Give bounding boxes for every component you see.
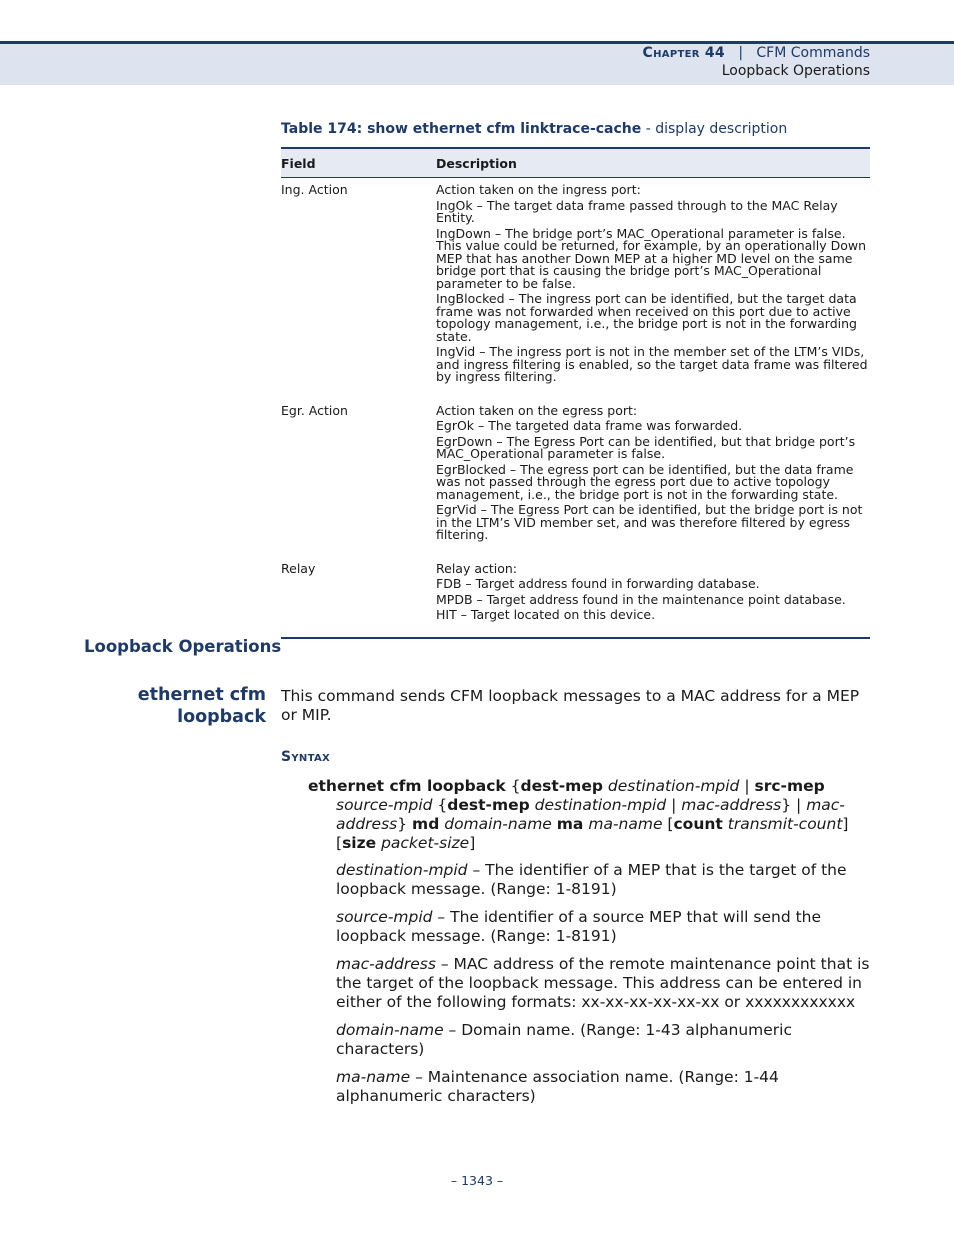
- table-caption-title: Table 174: show ethernet cfm linktrace-cache: [281, 121, 642, 137]
- table-cell-description: [436, 182, 870, 387]
- parameter-description: – The identifier of a source MEP that will send the loopback message. (Range: 1-8191): [336, 908, 822, 945]
- command-heading-line: loopback: [177, 707, 266, 727]
- parameter-description: – MAC address of the remote maintenance point that is the target of the loopback message. This address can be entered in either of the following formats: xx-xx-xx-xx-xx-xx or xxxxxxxxxxxx: [336, 955, 870, 1011]
- syntax-argument: packet-size: [381, 834, 470, 852]
- parameter-name: domain-name: [336, 1021, 444, 1039]
- syntax-keyword: src-mep: [754, 777, 825, 795]
- description-line: Action taken on the ingress port:: [436, 182, 641, 197]
- table-header-row: [281, 149, 870, 178]
- parameter-item: [336, 1068, 870, 1106]
- description-table: [281, 147, 870, 639]
- syntax-punctuation: }: [397, 815, 413, 833]
- syntax-keyword: ethernet cfm loopback: [308, 777, 506, 795]
- syntax-keyword: size: [342, 834, 377, 852]
- parameter-item: [336, 1021, 870, 1059]
- description-line: IngBlocked – The ingress port can be identified, but the target data frame was not forwarded when received on this port due to active topology management, i.e., the bridge port is not in the forwarding state.: [436, 291, 857, 344]
- table-row: [281, 557, 870, 637]
- description-line: IngOk – The target data frame passed through to the MAC Relay Entity.: [436, 197, 838, 225]
- page-number: – 1343 –: [450, 1173, 504, 1188]
- syntax-punctuation: ]: [469, 834, 476, 852]
- description-line: EgrDown – The Egress Port can be identified, but that bridge port’s MAC_Operational parameter is false.: [436, 433, 856, 461]
- syntax-argument: transmit-count: [727, 815, 843, 833]
- syntax-punctuation: {: [432, 796, 448, 814]
- table-row: [281, 178, 870, 399]
- parameter-description: – Maintenance association name. (Range: 1-44 alphanumeric characters): [336, 1068, 779, 1105]
- description-line: HIT – Target located on this device.: [436, 607, 656, 622]
- description-line: EgrOk – The targeted data frame was forwarded.: [436, 418, 743, 433]
- table-caption: [281, 121, 787, 137]
- running-header-section: Loopback Operations: [721, 63, 870, 79]
- table-row: [281, 399, 870, 557]
- description-line: EgrVid – The Egress Port can be identified, but the bridge port is not in the LTM’s VID member set, and was therefore filtered by egress filtering.: [436, 502, 863, 542]
- syntax-argument: mac-address: [681, 796, 782, 814]
- syntax-argument: destination-mpid: [607, 777, 740, 795]
- syntax-punctuation: |: [739, 777, 755, 795]
- parameter-name: destination-mpid: [336, 861, 468, 879]
- syntax-keyword: ma: [556, 815, 584, 833]
- description-line: Relay action:: [436, 560, 518, 576]
- table-cell-field: Ing. Action: [281, 182, 348, 197]
- parameter-name: source-mpid: [336, 908, 433, 926]
- syntax-keyword: dest-mep: [520, 777, 603, 795]
- parameter-name: mac-address: [336, 955, 436, 973]
- description-line: Action taken on the egress port:: [436, 402, 638, 418]
- syntax-title: Syntax: [281, 749, 330, 765]
- syntax-argument: source-mpid: [336, 796, 433, 814]
- parameter-item: [336, 861, 870, 899]
- description-line: MPDB – Target address found in the maintenance point database.: [436, 591, 846, 607]
- syntax-punctuation: {: [505, 777, 521, 795]
- table-caption-subtitle: - display description: [641, 121, 788, 137]
- syntax-argument: ma-name: [588, 815, 663, 833]
- header-separator: |: [738, 45, 744, 61]
- parameter-description: – The identifier of a MEP that is the target of the loopback message. (Range: 1-8191): [336, 861, 847, 898]
- command-intro: This command sends CFM loopback messages to a MAC address for a MEP or MIP.: [281, 687, 860, 724]
- column-header-description: Description: [436, 155, 517, 171]
- table-cell-field: Egr. Action: [281, 402, 348, 418]
- syntax-line: [308, 777, 870, 853]
- syntax-argument: mac-address: [336, 796, 845, 833]
- column-header-field: Field: [281, 155, 316, 171]
- parameter-item: [336, 955, 870, 1012]
- parameter-list: [336, 861, 870, 1115]
- command-heading-line: ethernet cfm: [137, 685, 266, 705]
- description-line: FDB – Target address found in forwarding database.: [436, 576, 760, 591]
- syntax-argument: domain-name: [444, 815, 552, 833]
- syntax-punctuation: } |: [781, 796, 807, 814]
- section-heading: Loopback Operations: [84, 637, 282, 656]
- syntax-keyword: dest-mep: [447, 796, 530, 814]
- running-header-chapter: [643, 45, 870, 61]
- parameter-description: – Domain name. (Range: 1-43 alphanumeric characters): [336, 1021, 792, 1058]
- command-heading: [138, 684, 266, 728]
- syntax-keyword: count: [673, 815, 723, 833]
- chapter-number: Chapter 44: [642, 45, 725, 61]
- table-cell-description: [436, 561, 870, 625]
- syntax-argument: destination-mpid: [534, 796, 667, 814]
- syntax-punctuation: |: [666, 796, 682, 814]
- parameter-name: ma-name: [336, 1068, 411, 1086]
- syntax-punctuation: ] [: [336, 815, 849, 852]
- table-body: [281, 178, 870, 637]
- chapter-title: CFM Commands: [756, 45, 870, 61]
- description-line: IngDown – The bridge port’s MAC_Operational parameter is false. This value could be returned, for example, by an operationally Down MEP that has another Down MEP at a higher MD level on the same bridge port that is causing the bridge port’s MAC_Operational parameter to be false.: [436, 225, 867, 291]
- parameter-item: [336, 908, 870, 946]
- table-cell-description: [436, 403, 870, 545]
- table-cell-field: Relay: [281, 560, 316, 576]
- description-line: IngVid – The ingress port is not in the member set of the LTM’s VIDs, and ingress filtering is enabled, so the target data frame was filtered by ingress filtering.: [436, 344, 868, 384]
- syntax-punctuation: [: [662, 815, 674, 833]
- description-line: EgrBlocked – The egress port can be identified, but the data frame was not passed through the egress port due to active topology management, i.e., the bridge port is not in the forwarding state.: [436, 461, 854, 502]
- syntax-keyword: md: [412, 815, 440, 833]
